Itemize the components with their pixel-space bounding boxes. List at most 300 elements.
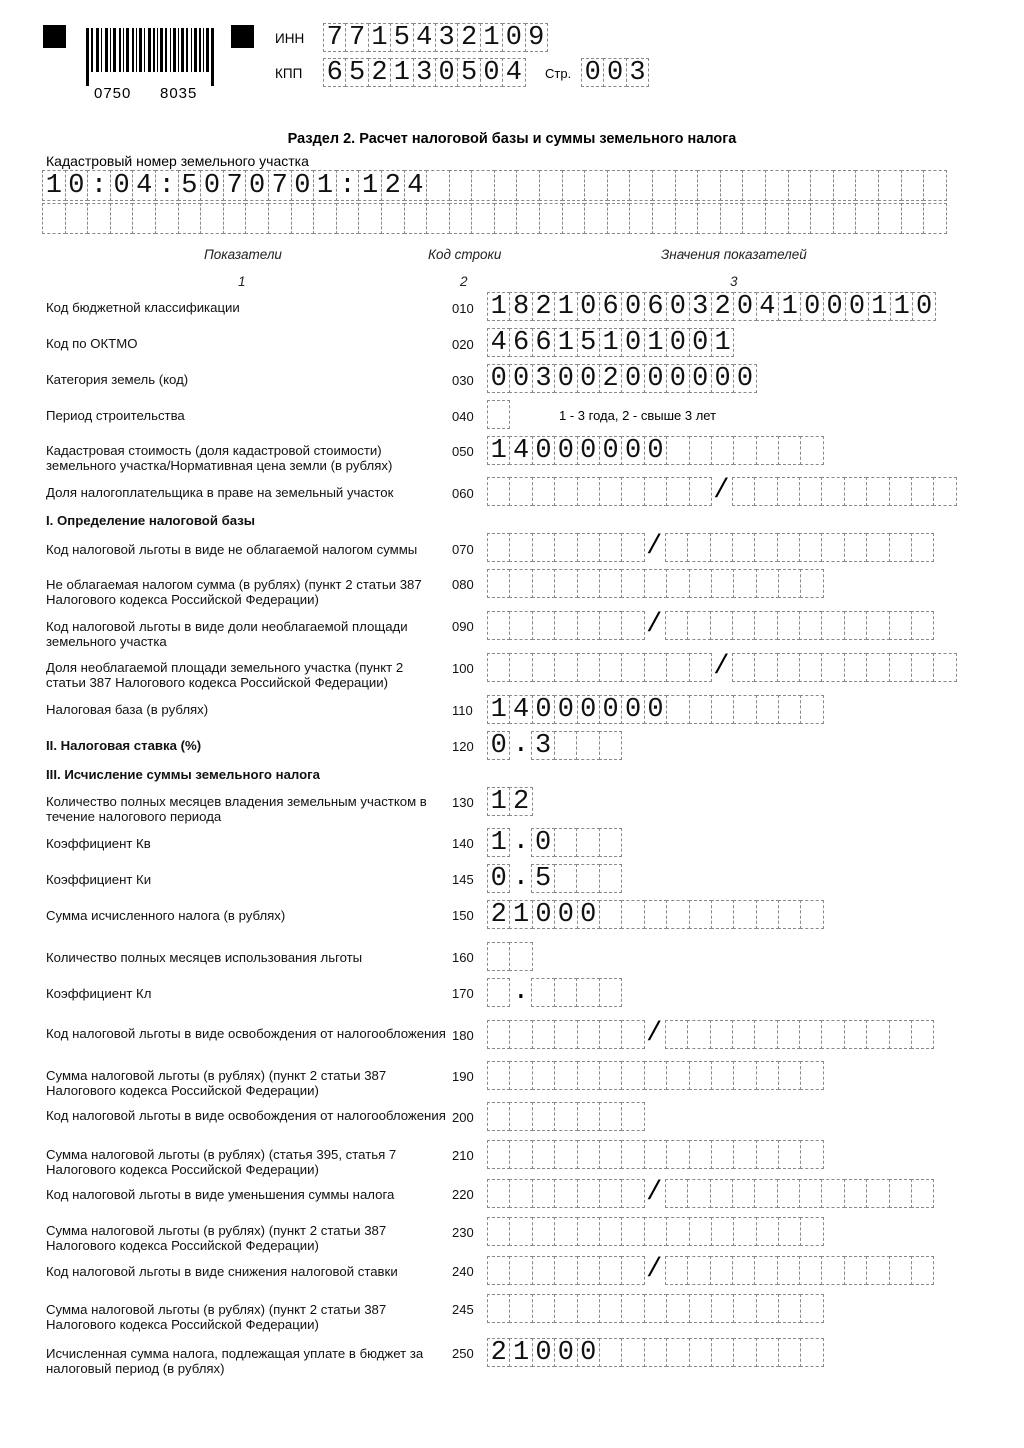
char-cell[interactable]	[554, 653, 577, 682]
char-cell[interactable]	[800, 569, 823, 598]
char-cell[interactable]: 0	[800, 292, 823, 321]
row-value-220[interactable]	[487, 1179, 933, 1208]
char-cell[interactable]	[689, 900, 712, 929]
char-cell[interactable]	[666, 900, 689, 929]
char-cell[interactable]	[487, 1061, 510, 1090]
row-value-150[interactable]	[487, 900, 823, 929]
char-cell[interactable]	[711, 1294, 734, 1323]
char-cell[interactable]	[799, 477, 822, 506]
char-cell[interactable]	[621, 1020, 644, 1049]
char-cell[interactable]	[778, 1338, 801, 1367]
char-cell[interactable]	[554, 569, 577, 598]
char-cell[interactable]	[689, 477, 712, 506]
char-cell[interactable]	[599, 477, 622, 506]
char-cell[interactable]	[532, 1102, 555, 1131]
char-cell[interactable]: 0	[621, 436, 644, 465]
char-cell[interactable]	[599, 569, 622, 598]
char-cell[interactable]	[821, 1179, 844, 1208]
char-cell[interactable]	[665, 1256, 688, 1285]
char-cell[interactable]: 3	[531, 731, 554, 760]
char-cell[interactable]	[621, 1338, 644, 1367]
char-cell[interactable]: 1	[711, 328, 734, 357]
char-cell[interactable]: 0	[200, 170, 224, 201]
inn-cells[interactable]	[323, 23, 547, 52]
char-cell[interactable]	[487, 477, 510, 506]
char-cell[interactable]	[245, 203, 269, 234]
char-cell[interactable]	[426, 170, 450, 201]
char-cell[interactable]	[577, 653, 600, 682]
row-value-170[interactable]	[487, 978, 621, 1007]
char-cell[interactable]	[509, 1217, 532, 1246]
char-cell[interactable]	[866, 1256, 889, 1285]
char-cell[interactable]	[833, 170, 857, 201]
row-value-240[interactable]	[487, 1256, 933, 1285]
char-cell[interactable]	[599, 900, 622, 929]
char-cell[interactable]	[689, 1294, 712, 1323]
char-cell[interactable]	[666, 653, 689, 682]
char-cell[interactable]: 1	[368, 23, 391, 52]
char-cell[interactable]: 0	[621, 292, 644, 321]
char-cell[interactable]	[689, 1140, 712, 1169]
char-cell[interactable]	[666, 1140, 689, 1169]
char-cell[interactable]	[599, 1294, 622, 1323]
char-cell[interactable]: 0	[480, 58, 503, 87]
char-cell[interactable]: 4	[509, 695, 532, 724]
char-cell[interactable]	[901, 203, 925, 234]
char-cell[interactable]: 4	[413, 23, 436, 52]
cadastral-cells-row2[interactable]	[42, 203, 946, 234]
char-cell[interactable]: 1	[42, 170, 66, 201]
char-cell[interactable]	[889, 611, 912, 640]
char-cell[interactable]: 0	[577, 1338, 600, 1367]
char-cell[interactable]: 0	[666, 292, 689, 321]
char-cell[interactable]	[621, 533, 644, 562]
char-cell[interactable]: 6	[599, 292, 622, 321]
char-cell[interactable]	[621, 1217, 644, 1246]
char-cell[interactable]: 2	[487, 1338, 510, 1367]
char-cell[interactable]	[733, 1294, 756, 1323]
char-cell[interactable]	[756, 1217, 779, 1246]
char-cell[interactable]	[577, 611, 600, 640]
char-cell[interactable]	[509, 533, 532, 562]
char-cell[interactable]: 3	[626, 58, 649, 87]
row-value-200[interactable]	[487, 1102, 644, 1131]
char-cell[interactable]	[336, 203, 360, 234]
char-cell[interactable]	[732, 653, 755, 682]
char-cell[interactable]: 0	[554, 695, 577, 724]
char-cell[interactable]	[644, 569, 667, 598]
char-cell[interactable]	[599, 653, 622, 682]
char-cell[interactable]: 0	[711, 364, 734, 393]
char-cell[interactable]	[621, 1179, 644, 1208]
char-cell[interactable]	[844, 1020, 867, 1049]
char-cell[interactable]	[599, 864, 622, 893]
char-cell[interactable]	[665, 611, 688, 640]
char-cell[interactable]	[742, 170, 766, 201]
char-cell[interactable]	[689, 695, 712, 724]
char-cell[interactable]	[666, 436, 689, 465]
char-cell[interactable]	[697, 203, 721, 234]
char-cell[interactable]: 5	[531, 864, 554, 893]
char-cell[interactable]	[889, 477, 912, 506]
char-cell[interactable]	[889, 653, 912, 682]
char-cell[interactable]	[110, 203, 134, 234]
char-cell[interactable]: 3	[435, 23, 458, 52]
char-cell[interactable]: 1	[487, 695, 510, 724]
char-cell[interactable]: 2	[711, 292, 734, 321]
char-cell[interactable]	[666, 569, 689, 598]
char-cell[interactable]	[689, 653, 712, 682]
char-cell[interactable]	[644, 1140, 667, 1169]
char-cell[interactable]: 3	[413, 58, 436, 87]
char-cell[interactable]	[554, 477, 577, 506]
char-cell[interactable]	[756, 695, 779, 724]
char-cell[interactable]: 0	[65, 170, 89, 201]
row-value-080[interactable]	[487, 569, 823, 598]
char-cell[interactable]: 5	[457, 58, 480, 87]
char-cell[interactable]	[710, 1256, 733, 1285]
char-cell[interactable]	[532, 1061, 555, 1090]
char-cell[interactable]	[621, 611, 644, 640]
char-cell[interactable]	[911, 533, 934, 562]
char-cell[interactable]	[381, 203, 405, 234]
char-cell[interactable]	[487, 653, 510, 682]
char-cell[interactable]	[539, 170, 563, 201]
char-cell[interactable]: 2	[457, 23, 480, 52]
char-cell[interactable]: 9	[525, 23, 548, 52]
char-cell[interactable]	[733, 900, 756, 929]
char-cell[interactable]: 0	[487, 864, 510, 893]
char-cell[interactable]	[866, 611, 889, 640]
char-cell[interactable]	[449, 170, 473, 201]
char-cell[interactable]	[911, 1020, 934, 1049]
char-cell[interactable]	[200, 203, 224, 234]
char-cell[interactable]	[471, 170, 495, 201]
char-cell[interactable]	[629, 203, 653, 234]
char-cell[interactable]	[756, 1338, 779, 1367]
char-cell[interactable]	[866, 653, 889, 682]
char-cell[interactable]	[487, 400, 510, 429]
char-cell[interactable]	[675, 170, 699, 201]
char-cell[interactable]	[562, 170, 586, 201]
char-cell[interactable]	[554, 1256, 577, 1285]
char-cell[interactable]	[554, 1294, 577, 1323]
char-cell[interactable]: 0	[509, 364, 532, 393]
char-cell[interactable]: 1	[554, 328, 577, 357]
char-cell[interactable]	[554, 1140, 577, 1169]
char-cell[interactable]	[777, 1020, 800, 1049]
char-cell[interactable]	[733, 436, 756, 465]
char-cell[interactable]: 0	[577, 695, 600, 724]
char-cell[interactable]	[577, 1256, 600, 1285]
char-cell[interactable]	[621, 1256, 644, 1285]
char-cell[interactable]	[711, 569, 734, 598]
char-cell[interactable]: 0	[577, 292, 600, 321]
row-value-110[interactable]	[487, 695, 823, 724]
char-cell[interactable]	[532, 477, 555, 506]
char-cell[interactable]	[644, 1061, 667, 1090]
char-cell[interactable]	[494, 203, 518, 234]
char-cell[interactable]	[629, 170, 653, 201]
char-cell[interactable]: 4	[404, 170, 428, 201]
char-cell[interactable]	[778, 1140, 801, 1169]
char-cell[interactable]: 4	[487, 328, 510, 357]
char-cell[interactable]	[532, 1217, 555, 1246]
char-cell[interactable]	[777, 477, 800, 506]
char-cell[interactable]	[487, 1102, 510, 1131]
char-cell[interactable]: 7	[268, 170, 292, 201]
char-cell[interactable]	[911, 1179, 934, 1208]
page-cells[interactable]	[581, 58, 648, 87]
char-cell[interactable]	[665, 533, 688, 562]
char-cell[interactable]: 8	[509, 292, 532, 321]
char-cell[interactable]	[687, 1179, 710, 1208]
char-cell[interactable]	[754, 1020, 777, 1049]
char-cell[interactable]	[675, 203, 699, 234]
char-cell[interactable]	[576, 731, 599, 760]
char-cell[interactable]	[800, 695, 823, 724]
char-cell[interactable]	[554, 731, 577, 760]
char-cell[interactable]	[577, 1102, 600, 1131]
char-cell[interactable]	[644, 653, 667, 682]
char-cell[interactable]: 0	[621, 695, 644, 724]
char-cell[interactable]	[756, 1294, 779, 1323]
char-cell[interactable]	[689, 1061, 712, 1090]
char-cell[interactable]	[554, 1020, 577, 1049]
char-cell[interactable]: 0	[823, 292, 846, 321]
char-cell[interactable]	[644, 900, 667, 929]
char-cell[interactable]	[732, 1179, 755, 1208]
char-cell[interactable]	[756, 1061, 779, 1090]
char-cell[interactable]: 4	[502, 58, 525, 87]
char-cell[interactable]	[509, 569, 532, 598]
char-cell[interactable]	[732, 1020, 755, 1049]
row-value-050[interactable]	[487, 436, 823, 465]
char-cell[interactable]	[788, 203, 812, 234]
char-cell[interactable]: :	[155, 170, 179, 201]
char-cell[interactable]	[687, 611, 710, 640]
char-cell[interactable]	[756, 900, 779, 929]
char-cell[interactable]	[554, 611, 577, 640]
row-value-230[interactable]	[487, 1217, 823, 1246]
char-cell[interactable]	[733, 1061, 756, 1090]
char-cell[interactable]	[554, 1102, 577, 1131]
char-cell[interactable]	[178, 203, 202, 234]
char-cell[interactable]: 1	[487, 292, 510, 321]
char-cell[interactable]: 0	[603, 58, 626, 87]
char-cell[interactable]: 5	[577, 328, 600, 357]
char-cell[interactable]: 4	[509, 436, 532, 465]
char-cell[interactable]: 0	[666, 364, 689, 393]
char-cell[interactable]	[733, 1338, 756, 1367]
char-cell[interactable]	[689, 436, 712, 465]
char-cell[interactable]	[487, 533, 510, 562]
char-cell[interactable]	[644, 1338, 667, 1367]
char-cell[interactable]	[532, 569, 555, 598]
char-cell[interactable]	[576, 864, 599, 893]
char-cell[interactable]: 1	[554, 292, 577, 321]
char-cell[interactable]	[754, 653, 777, 682]
char-cell[interactable]	[800, 436, 823, 465]
char-cell[interactable]: 7	[323, 23, 346, 52]
char-cell[interactable]	[516, 170, 540, 201]
char-cell[interactable]: 0	[621, 328, 644, 357]
char-cell[interactable]	[644, 1217, 667, 1246]
char-cell[interactable]	[509, 653, 532, 682]
char-cell[interactable]	[777, 533, 800, 562]
char-cell[interactable]	[487, 1256, 510, 1285]
char-cell[interactable]	[562, 203, 586, 234]
char-cell[interactable]	[554, 828, 577, 857]
char-cell[interactable]	[577, 1179, 600, 1208]
char-cell[interactable]	[426, 203, 450, 234]
char-cell[interactable]	[687, 533, 710, 562]
char-cell[interactable]: 2	[599, 364, 622, 393]
char-cell[interactable]: 1	[778, 292, 801, 321]
char-cell[interactable]	[599, 1179, 622, 1208]
char-cell[interactable]	[844, 1256, 867, 1285]
char-cell[interactable]	[652, 170, 676, 201]
char-cell[interactable]	[844, 653, 867, 682]
row-value-090[interactable]	[487, 611, 933, 640]
char-cell[interactable]	[607, 170, 631, 201]
char-cell[interactable]	[621, 900, 644, 929]
char-cell[interactable]	[778, 695, 801, 724]
char-cell[interactable]	[711, 1338, 734, 1367]
char-cell[interactable]	[889, 533, 912, 562]
char-cell[interactable]: 0	[554, 1338, 577, 1367]
char-cell[interactable]	[810, 170, 834, 201]
char-cell[interactable]	[810, 203, 834, 234]
char-cell[interactable]: 0	[666, 328, 689, 357]
char-cell[interactable]	[358, 203, 382, 234]
char-cell[interactable]	[710, 1179, 733, 1208]
char-cell[interactable]: 0	[291, 170, 315, 201]
char-cell[interactable]	[711, 695, 734, 724]
char-cell[interactable]	[577, 477, 600, 506]
char-cell[interactable]	[539, 203, 563, 234]
char-cell[interactable]: 1	[358, 170, 382, 201]
char-cell[interactable]	[666, 1217, 689, 1246]
cadastral-cells-row1[interactable]	[42, 170, 946, 201]
char-cell[interactable]	[268, 203, 292, 234]
char-cell[interactable]: 1	[868, 292, 891, 321]
char-cell[interactable]	[509, 1294, 532, 1323]
char-cell[interactable]: 1	[487, 828, 510, 857]
char-cell[interactable]: 1	[390, 58, 413, 87]
char-cell[interactable]	[911, 611, 934, 640]
row-value-100[interactable]	[487, 653, 956, 682]
char-cell[interactable]	[687, 1256, 710, 1285]
char-cell[interactable]	[65, 203, 89, 234]
char-cell[interactable]	[509, 1179, 532, 1208]
char-cell[interactable]	[554, 1179, 577, 1208]
char-cell[interactable]	[487, 978, 510, 1007]
char-cell[interactable]	[532, 653, 555, 682]
char-cell[interactable]	[821, 533, 844, 562]
char-cell[interactable]: 1	[644, 328, 667, 357]
char-cell[interactable]	[878, 203, 902, 234]
char-cell[interactable]	[799, 611, 822, 640]
char-cell[interactable]	[800, 1061, 823, 1090]
char-cell[interactable]: 0	[435, 58, 458, 87]
char-cell[interactable]	[844, 611, 867, 640]
char-cell[interactable]: 6	[509, 328, 532, 357]
char-cell[interactable]	[509, 1140, 532, 1169]
char-cell[interactable]	[487, 569, 510, 598]
char-cell[interactable]	[866, 1179, 889, 1208]
char-cell[interactable]	[765, 170, 789, 201]
char-cell[interactable]	[599, 978, 622, 1007]
char-cell[interactable]: 0	[554, 436, 577, 465]
char-cell[interactable]	[778, 1217, 801, 1246]
char-cell[interactable]: 0	[532, 436, 555, 465]
char-cell[interactable]	[621, 1061, 644, 1090]
char-cell[interactable]	[599, 1256, 622, 1285]
row-value-120[interactable]	[487, 731, 621, 760]
char-cell[interactable]	[889, 1179, 912, 1208]
char-cell[interactable]	[710, 611, 733, 640]
char-cell[interactable]: 7	[345, 23, 368, 52]
char-cell[interactable]	[621, 1140, 644, 1169]
char-cell[interactable]: 1	[487, 787, 510, 816]
char-cell[interactable]: 0	[532, 1338, 555, 1367]
char-cell[interactable]	[711, 900, 734, 929]
char-cell[interactable]: 0	[644, 436, 667, 465]
char-cell[interactable]	[223, 203, 247, 234]
char-cell[interactable]	[844, 1179, 867, 1208]
char-cell[interactable]	[509, 611, 532, 640]
char-cell[interactable]	[599, 1102, 622, 1131]
char-cell[interactable]	[666, 1061, 689, 1090]
char-cell[interactable]	[933, 653, 956, 682]
char-cell[interactable]: 4	[132, 170, 156, 201]
char-cell[interactable]: 0	[733, 292, 756, 321]
char-cell[interactable]	[855, 170, 879, 201]
char-cell[interactable]	[933, 477, 956, 506]
char-cell[interactable]: 1	[509, 900, 532, 929]
char-cell[interactable]	[621, 653, 644, 682]
char-cell[interactable]	[487, 1294, 510, 1323]
char-cell[interactable]	[666, 695, 689, 724]
char-cell[interactable]	[777, 1179, 800, 1208]
char-cell[interactable]	[599, 828, 622, 857]
char-cell[interactable]	[778, 1061, 801, 1090]
char-cell[interactable]	[855, 203, 879, 234]
char-cell[interactable]: 2	[368, 58, 391, 87]
char-cell[interactable]: 6	[532, 328, 555, 357]
char-cell[interactable]	[799, 1179, 822, 1208]
char-cell[interactable]	[756, 436, 779, 465]
char-cell[interactable]: 0	[845, 292, 868, 321]
char-cell[interactable]: 1	[480, 23, 503, 52]
char-cell[interactable]	[733, 695, 756, 724]
row-value-210[interactable]	[487, 1140, 823, 1169]
char-cell[interactable]	[516, 203, 540, 234]
char-cell[interactable]	[732, 533, 755, 562]
char-cell[interactable]	[733, 1217, 756, 1246]
char-cell[interactable]	[800, 1338, 823, 1367]
char-cell[interactable]: 0	[531, 828, 554, 857]
char-cell[interactable]	[155, 203, 179, 234]
char-cell[interactable]	[487, 611, 510, 640]
char-cell[interactable]	[866, 477, 889, 506]
char-cell[interactable]	[732, 1256, 755, 1285]
char-cell[interactable]	[800, 1294, 823, 1323]
char-cell[interactable]	[732, 477, 755, 506]
char-cell[interactable]: 0	[487, 731, 510, 760]
char-cell[interactable]: 2	[487, 900, 510, 929]
